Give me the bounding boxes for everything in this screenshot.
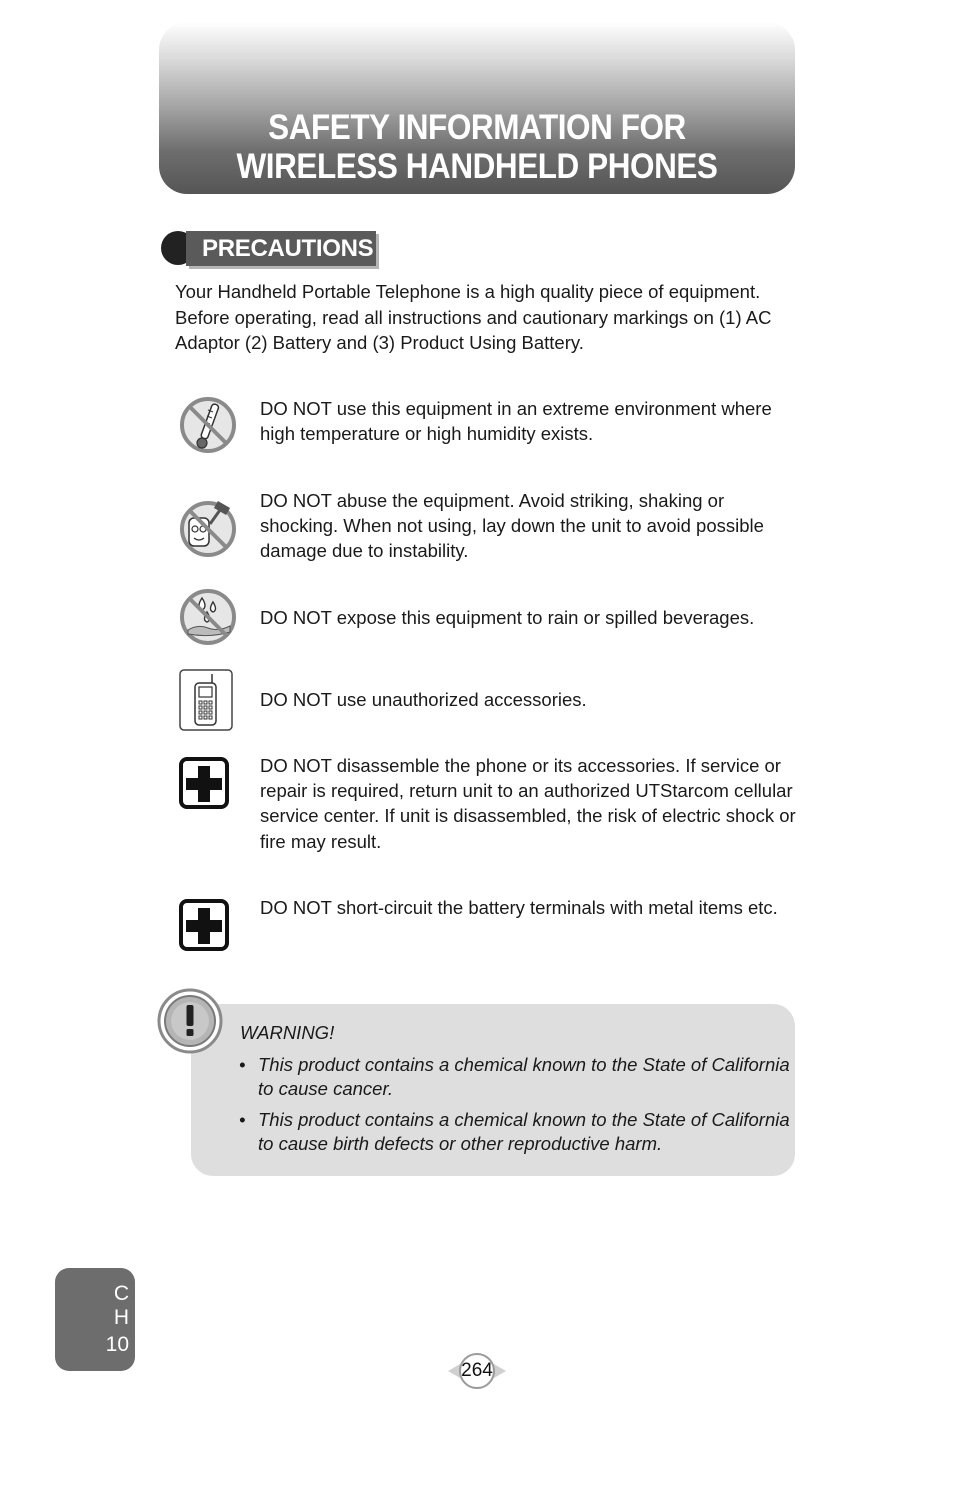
warning-item-text: This product contains a chemical known to the State of California to cause cancer.: [258, 1054, 790, 1099]
page-title-line-2: WIRELESS HANDHELD PHONES: [236, 147, 718, 186]
precaution-text: DO NOT disassemble the phone or its accessories. If service or repair is required, return unit to an authorized UTStarcom cellular service center. If unit is disassembled, the risk of electric shock or fire may result.: [260, 755, 796, 852]
exclamation-icon: [157, 988, 223, 1054]
no-liquid-icon: [178, 586, 238, 648]
warning-title: WARNING!: [240, 1022, 335, 1043]
intro-paragraph: Your Handheld Portable Telephone is a high quality piece of equipment. Before operating, read all instructions and cautionary markings on (1) AC Adaptor (2) Battery and (3) Product Using Battery.: [175, 281, 772, 353]
page-number-text: 264: [461, 1360, 493, 1381]
chapter-tab-line: H: [113, 1306, 129, 1329]
warning-item: [239, 1053, 799, 1101]
phone-accessory-icon: [178, 668, 234, 732]
page-title-line-1: SAFETY INFORMATION FOR: [268, 108, 686, 147]
no-extreme-environment-icon: [178, 394, 238, 456]
chapter-tab-line: C: [113, 1282, 129, 1305]
chapter-tab: [55, 1268, 135, 1371]
chapter-tab-number: 10: [105, 1333, 129, 1356]
precaution-text: DO NOT short-circuit the battery terminals with metal items etc.: [260, 897, 778, 918]
first-aid-cross-icon: [178, 756, 230, 810]
precaution-text: DO NOT use unauthorized accessories.: [260, 689, 587, 710]
warning-item-text: This product contains a chemical known to the State of California to cause birth defects or other reproductive harm.: [258, 1109, 790, 1154]
precaution-text: DO NOT expose this equipment to rain or spilled beverages.: [260, 607, 755, 628]
precaution-text: DO NOT use this equipment in an extreme environment where high temperature or high humidity exists.: [260, 398, 772, 445]
bullet-icon: •: [239, 1054, 246, 1075]
page-number: [446, 1352, 508, 1390]
page-header: [159, 22, 795, 194]
warning-item: [239, 1108, 799, 1156]
section-title: PRECAUTIONS: [186, 231, 376, 266]
no-abuse-icon: [178, 498, 238, 560]
page-title: [191, 108, 763, 186]
precaution-text: DO NOT abuse the equipment. Avoid striking, shaking or shocking. When not using, lay down the unit to avoid possible damage due to instability.: [260, 490, 764, 562]
bullet-icon: •: [239, 1109, 246, 1130]
first-aid-cross-icon: [178, 898, 230, 952]
